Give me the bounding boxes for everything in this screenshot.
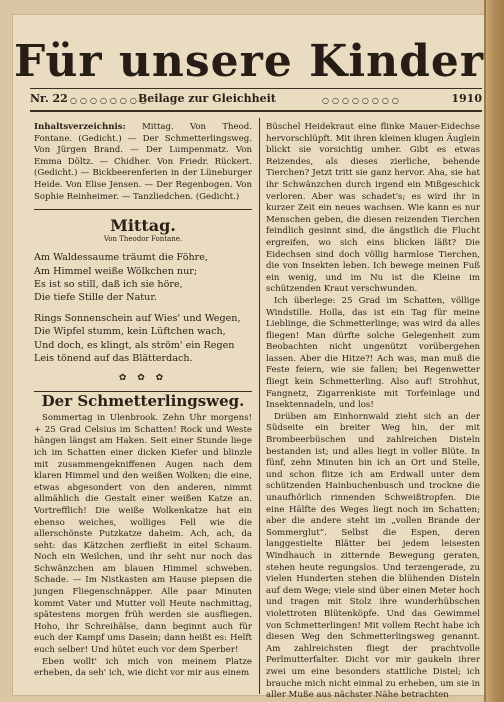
poem-author: Von Theodor Fontane. bbox=[103, 234, 183, 243]
right-column bbox=[266, 122, 480, 702]
issue-year: 1910 bbox=[451, 92, 482, 105]
header-rule-top bbox=[30, 88, 482, 89]
poem-line: Und doch, es klingt, als ström' ein Regen bbox=[34, 339, 235, 351]
poem-line: Am Waldessaume träumt die Föhre, bbox=[34, 252, 208, 264]
poem-stanza-2 bbox=[34, 312, 252, 365]
ornament-dots-left: ○○○○○○○○ bbox=[70, 96, 150, 105]
story-paragraph: Eben wollt' ich mich von meinem Platze erheben, da seh' ich, wie dicht vor mir aus einem bbox=[34, 656, 252, 679]
poem-title: Mittag. bbox=[110, 216, 176, 236]
toc-text: Mittag. Von Theod. Fontane. (Gedicht.) — Der Schmetterlingsweg. Von Jürgen Brand. — Der Lumpenmatz. Von Emma Döltz. — Chidher. Von Friedr. Rückert. (Gedicht.) — Bickbeerenferien in der Lüneburger Heide. Von Elise Jensen. — Der Regenbogen. Von Sophie Reinheimer. — Tanzliedchen. (Gedicht.) bbox=[34, 122, 252, 202]
poem-line: Leis tönend auf das Blätterdach. bbox=[34, 352, 193, 364]
ornament-divider: ✿ ✿ ✿ bbox=[118, 372, 168, 383]
book-spine bbox=[486, 0, 504, 702]
poem-line: Die Wipfel stumm, kein Lüftchen wach, bbox=[34, 326, 226, 338]
story-paragraph: Drüben am Einhornwald zieht sich an der Südseite ein breiter Weg hin, der mit Brombeerbüschen und zahlreichen Disteln bestanden ist; und alles liegt in voller Blüte. In fünf, zehn Minuten bin ich an Ort und Stelle, und schon flitze ich am Erdwall unter dem schützenden Hainbuchenbusch und trockne die unaufhörlich rinnenden Schweißtropfen. Die eine Hälfte des Weges liegt noch im Schatten; aber die andere steht im „vollen Brande der Sommerglut“. Selbst die Espen, deren langgestielte Blätter bei jedem leisesten Windhauch in zitternde Bewegung geraten, stehen heute regungslos. Und terzengerade, zu vielen Hunderten stehen die blühenden Disteln auf dem Wege; viele sind über einen Meter hoch und tragen mit Stolz ihre wunderhübschen violettroten Blütenköpfe. Und das Gewimmel von Schmetterlingen! Mit vollem Recht habe ich diesen Weg den Schmetterlingsweg genannt. Am zahlreichsten fliegt der prachtvolle Perlmutterfalter. Dicht vor mir gaukeln ihrer zwei um eine besonders stattliche Distel; ich brauche mich nicht einmal zu erheben, um sie in aller Muße aus nächster Nähe betrachten bbox=[266, 411, 480, 701]
header-rule-bottom bbox=[30, 110, 482, 112]
supplement-title: Beilage zur Gleichheit bbox=[138, 92, 276, 105]
issue-number: Nr. 22 bbox=[30, 92, 68, 105]
section-divider bbox=[34, 209, 252, 210]
poem-line: Es ist so still, daß ich sie höre, bbox=[34, 278, 183, 290]
story-paragraph: Büschel Heidekraut eine flinke Mauer-Eidechse hervorschlüpft. Mit ihren kleinen klugen Äuglein blickt sie vorsichtig umher. Gibt es etwas Reizendes, als dieses zierliche, behende Tierchen? Jetzt tritt sie ganz hervor. Aha, sie hat ihr Schwänzchen durch irgend ein Mißgeschick verloren. Aber was schadet's; es wird ihr in kurzer Zeit ein neues wachsen. Wie kann es nur Menschen geben, die diesen reizenden Tierchen feindlich gesinnt sind, die ängstlich die Flucht ergreifen, wo sich eins blicken läßt? Die Eidechsen sind doch völlig harmlose Tierchen, die von Insekten leben. Ich bewege meinen Fuß ein wenig, und im Nu ist die Kleine im schützenden Kraut verschwunden. bbox=[266, 122, 480, 295]
left-column bbox=[34, 122, 252, 680]
column-divider bbox=[259, 118, 260, 694]
poem-line: Die tiefe Stille der Natur. bbox=[34, 291, 157, 303]
poem-line: Am Himmel weiße Wölkchen nur; bbox=[34, 265, 198, 277]
poem-line: Rings Sonnenschein auf Wies' und Wegen, bbox=[34, 313, 241, 325]
toc-label: Inhaltsverzeichnis: bbox=[34, 122, 126, 132]
poem-stanza-1 bbox=[34, 251, 252, 304]
newspaper-page bbox=[12, 14, 486, 701]
story-paragraph: Ich überlege: 25 Grad im Schatten, völlige Windstille. Holla, das ist ein Tag für meine Lieblinge, die Schmetterlinge; was wird da alles fliegen! Man dürfte solche Gelegenheit zum Beobachten nicht ungenützt vorübergehen lassen. Aber die Hitze?! Ach was, man muß die Feste feiern, wie sie fallen; bei Regenwetter fliegt kein Schmetterling. Also auf! Strohhut, Fangnetz, Zigarrenkiste mit Torfeinlage und Insektennadeln, und los! bbox=[266, 295, 480, 411]
ornament-dots-right: ○○○○○○○○ bbox=[322, 96, 402, 105]
story-paragraph: Sommertag in Ulenbrook. Zehn Uhr morgens! + 25 Grad Celsius im Schatten! Rock und Weste hängen längst am Haken. Seit einer Stunde liege ich im Schatten einer dicken Kiefer und blinzle mit zusammengekniffenen Augen nach dem klaren Himmel und den weißen Wolken; die eine, etwas abgesondert von den anderen, nimmt allmählich die Gestalt einer weißen Katze an. Vortrefflich! Die weiße Wolkenkatze hat ein ebenso weiches, wolliges Fell wie die allerschönste Putzkatze daheim. Ach, ach, da seht: das Kätzchen zerfließt in eitel Schaum. Noch ein Weilchen, und ihr seht nur noch das Schwänzchen am blauen Himmel schweben. Schade. — Im Nistkasten am Hause piepsen die jungen Fliegenschnäpper. Alle paar Minuten kommt Vater und Mutter voll Heute nachmittag, spätestens morgen früh werden sie ausfliegen. Hoho, ihr Schreihälse, dann beginnt auch für euch der Kampf ums Dasein; dann heißt es: Helft euch selber! Und hütet euch vor dem Sperber! bbox=[34, 413, 252, 656]
issue-line bbox=[30, 92, 482, 110]
table-of-contents bbox=[34, 122, 252, 203]
story-title: Der Schmetterlingsweg. bbox=[41, 391, 245, 410]
masthead-title: Für unsere Kinder bbox=[13, 36, 485, 87]
